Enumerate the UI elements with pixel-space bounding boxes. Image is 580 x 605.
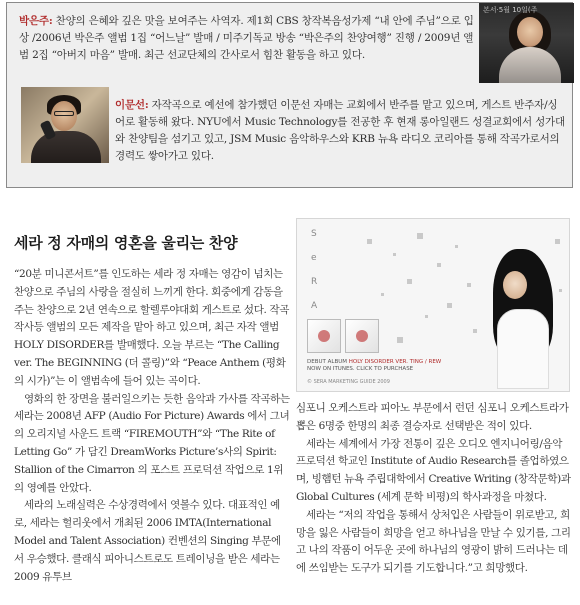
bio-lee-munsun — [115, 97, 567, 165]
photo-face — [517, 17, 543, 47]
bio-body: 찬양의 은혜와 깊은 맛을 보여주는 사역자. 제1회 CBS 창작복음성가제 “내 안에 주님”으로 입상 /2006년 박은주 앨범 1집 “어느날” 발매 / 미주기독교 방송 “박은주의 찬양여행” 진행 / 2009년 앨범 2집 “아버지 마음” 발매. 최근 선교단체의 간사로서 힘찬 활동을 하고 있다. — [19, 15, 474, 61]
bio-name: 박은주: — [19, 15, 53, 27]
photo-glasses — [54, 111, 74, 116]
artist-bio-box — [6, 2, 573, 188]
article-paragraph: 세라의 노래실력은 수상경력에서 엿볼수 있다. 대표적인 예로, 세라는 헐리웃에서 개최된 2006 IMTA(International Model and Talent Association) 컨벤션의 Singing 부문에서 우승했다. 클래식 피아니스트로도 트레이닝을 받은 세라는 2009 유투브 — [14, 499, 281, 583]
article-paragraph: 세라는 “저의 작업을 통해서 상처입은 사람들이 위로받고, 희망을 잃은 사람들이 희망을 얻고 하나님을 만날 수 있기를, 그리고 나의 작품이 어두운 곳에 하나님의 영광이 밝히 드러나는 데에 쓰임받는 도구가 되기를 기도합니다.”고 희망했다. — [296, 508, 571, 575]
photo-body — [499, 47, 561, 83]
article-headline: 세라 정 자매의 영혼을 울리는 찬양 — [14, 234, 238, 252]
photo-park-eunju — [479, 3, 574, 83]
photo-body — [31, 131, 101, 163]
album-letter: A — [311, 301, 318, 311]
album-cover-1[interactable] — [307, 319, 341, 353]
article-paragraph: 세라는 세계에서 가장 전통이 깊은 오디오 엔지니어링/음악 프로덕션 학교인 Institute of Audio Research를 졸업하였으며, 빙햄턴 뉴욕 주립대학에서 Creative Writing (창작문학)과 Global Cultures (세계 문학 비평)의 학사과정을 마쳤다. — [296, 437, 571, 503]
album-letter: e — [311, 253, 317, 263]
article-left-column — [14, 266, 290, 586]
photo-face — [51, 101, 77, 131]
photo-lee-munsun — [21, 87, 109, 163]
bio-name: 이문선: — [115, 99, 149, 111]
article-paragraph: 영화의 한 장면을 불러일으키는 듯한 음악과 가사를 작곡하는 세라는 2008년 AFP (Audio For Picture) Awards 에서 그녀의 오리지널 사운드 트랙 “FIREMOUTH”와 “The Rite of Letting Go” 가 담긴 DreamWorks Picture’s사의 Spirit: Stallion of the Cimarron 의 포스트 프로덕션 작업으로 1위의 영예를 안았다. — [14, 392, 290, 494]
promo-label: DEBUT ALBUM — [307, 359, 349, 365]
promo-purchase-link[interactable]: NOW ON ITUNES. CLICK TO PURCHASE — [307, 366, 414, 372]
artist-dress — [497, 309, 549, 389]
article-paragraph: 심포니 오케스트라 피아노 부문에서 런던 심포니 오케스트라가 뽑은 6명중 한명의 최종 결승자로 선택받은 적이 있다. — [296, 402, 569, 432]
album-promo-image — [296, 218, 570, 392]
album-cover-2[interactable] — [345, 319, 379, 353]
album-copyright: © SERA MARKETING GUIDE 2009 — [307, 379, 390, 385]
album-letter: R — [311, 277, 318, 287]
bio-park-eunju — [19, 13, 479, 64]
artist-face — [503, 271, 527, 299]
album-promo-text[interactable] — [307, 359, 487, 373]
article-right-column — [296, 400, 572, 578]
album-letter: S — [311, 229, 317, 239]
photo-caption: 본서·5월 10일(주 — [483, 6, 538, 14]
article-paragraph: “20분 미니콘서트”를 인도하는 세라 정 자매는 영감이 넘치는 찬양으로 주님의 사랑을 절실히 느끼게 한다. 회중에게 감동을 주는 찬양으로 2년 연속으로 할렐루야대회 게스트로 섰다. 작곡 작사등 앨범의 모든 제작을 맡아 하고 있으며, 최근 자작 앨범 HOLY DISORDER를 발매했다. 오늘 부르는 “The Calling ver. The BEGINNING (더 콜링)”와 “Peace Anthem (평화의 시가)”는 이 앨범속에 들어 있는 곡이다. — [14, 268, 290, 387]
promo-album-title: HOLY DISORDER VER. TING / REW — [348, 359, 442, 365]
bio-body: 자작곡으로 예선에 참가했던 이문선 자매는 교회에서 반주를 맡고 있으며, 게스트 반주자/싱어로 활동해 왔다. NYU에서 Music Technology를 전공한 후 현재 롱아일랜드 성결교회에서 성가대와 찬양팀을 섬기고 있고, JSM Music 음악하우스와 KRB 뉴욕 라디오 코리아를 통해 작곡가로서의 경력도 쌓아가고 있다. — [115, 99, 565, 162]
